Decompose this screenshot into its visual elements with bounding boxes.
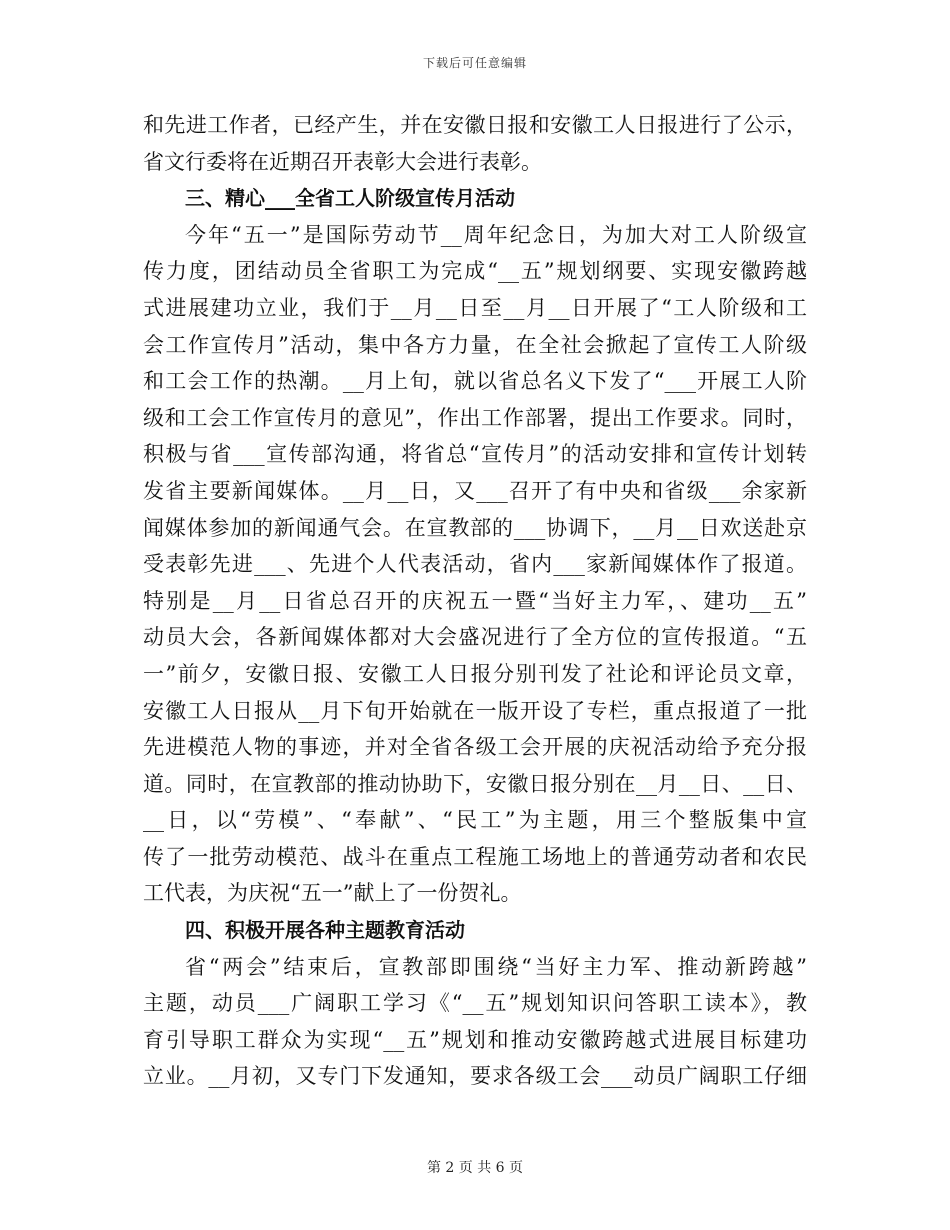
body-line: 安徽工人日报从__月下旬开始就在一版开设了专栏，重点报道了一批 (143, 698, 807, 723)
body-line: 立业。__月初，又专门下发通知，要求各级工会___动员广阔职工仔细 (143, 1064, 807, 1089)
body-line: __日，以“劳模”、“奉献”、“民工”为主题，用三个整版集中宣 (143, 808, 807, 833)
section-heading: 四、积极开展各种主题教育活动 (185, 918, 465, 943)
body-line: 主题，动员___广阔职工学习《“__五”规划知识问答职工读本》，教 (143, 991, 807, 1016)
body-line: 发省主要新闻媒体。__月__日，又___召开了有中央和省级___余家新 (143, 478, 807, 503)
page-number: 第 2 页 共 6 页 (426, 1160, 524, 1176)
document-body (143, 107, 807, 1095)
body-line: 和先进工作者，已经产生，并在安徽日报和安徽工人日报进行了公示， (143, 113, 807, 137)
body-line: 受表彰先进___、先进个人代表活动，省内___家新闻媒体作了报道。 (143, 552, 807, 577)
body-line: 积极与省___宣传部沟通，将省总“宣传月”的活动安排和宣传计划转 (143, 442, 807, 467)
body-line: 省文行委将在近期召开表彰大会进行表彰。 (143, 149, 542, 174)
body-line: 会工作宣传月”活动，集中各方力量，在全社会掀起了宣传工人阶级 (143, 332, 807, 357)
body-line: 特别是__月__日省总召开的庆祝五一暨“当好主力军，、建功__五” (143, 588, 807, 613)
body-line: 动员大会，各新闻媒体都对大会盛况进行了全方位的宣传报道。“五 (143, 625, 807, 650)
body-line: 工代表，为庆祝“五一”献上了一份贺礼。 (143, 881, 522, 906)
body-line: 级和工会工作宣传月的意见”，作出工作部署，提出工作要求。同时， (143, 405, 807, 430)
section-heading: 三、精心___全省工人阶级宣传月活动 (185, 186, 515, 211)
body-line: 传了一批劳动模范、战斗在重点工程施工场地上的普通劳动者和农民 (143, 844, 807, 869)
body-line: 今年“五一”是国际劳动节__周年纪念日，为加大对工人阶级宣 (185, 222, 807, 247)
page-header-note: 下载后可任意编辑 (422, 56, 527, 70)
body-line: 传力度，团结动员全省职工为完成“__五”规划纲要、实现安徽跨越 (143, 259, 807, 284)
body-line: 闻媒体参加的新闻通气会。在宣教部的___协调下，__月__日欢送赴京 (143, 515, 807, 540)
body-line: 一”前夕，安徽日报、安徽工人日报分别刊发了社论和评论员文章， (143, 661, 807, 686)
body-line: 育引导职工群众为实现“__五”规划和推动安徽跨越式进展目标建功 (143, 1027, 807, 1052)
body-line: 和工会工作的热潮。__月上旬，就以省总名义下发了“___开展工人阶 (143, 369, 807, 394)
body-line: 省“两会”结束后，宣教部即围绕“当好主力军、推动新跨越” (185, 954, 807, 979)
body-line: 式进展建功立业，我们于__月__日至__月__日开展了“工人阶级和工 (143, 295, 807, 320)
body-line: 道。同时，在宣教部的推动协助下，安徽日报分别在__月__日、__日、 (143, 771, 807, 796)
body-line: 先进模范人物的事迹，并对全省各级工会开展的庆祝活动给予充分报 (143, 735, 807, 760)
